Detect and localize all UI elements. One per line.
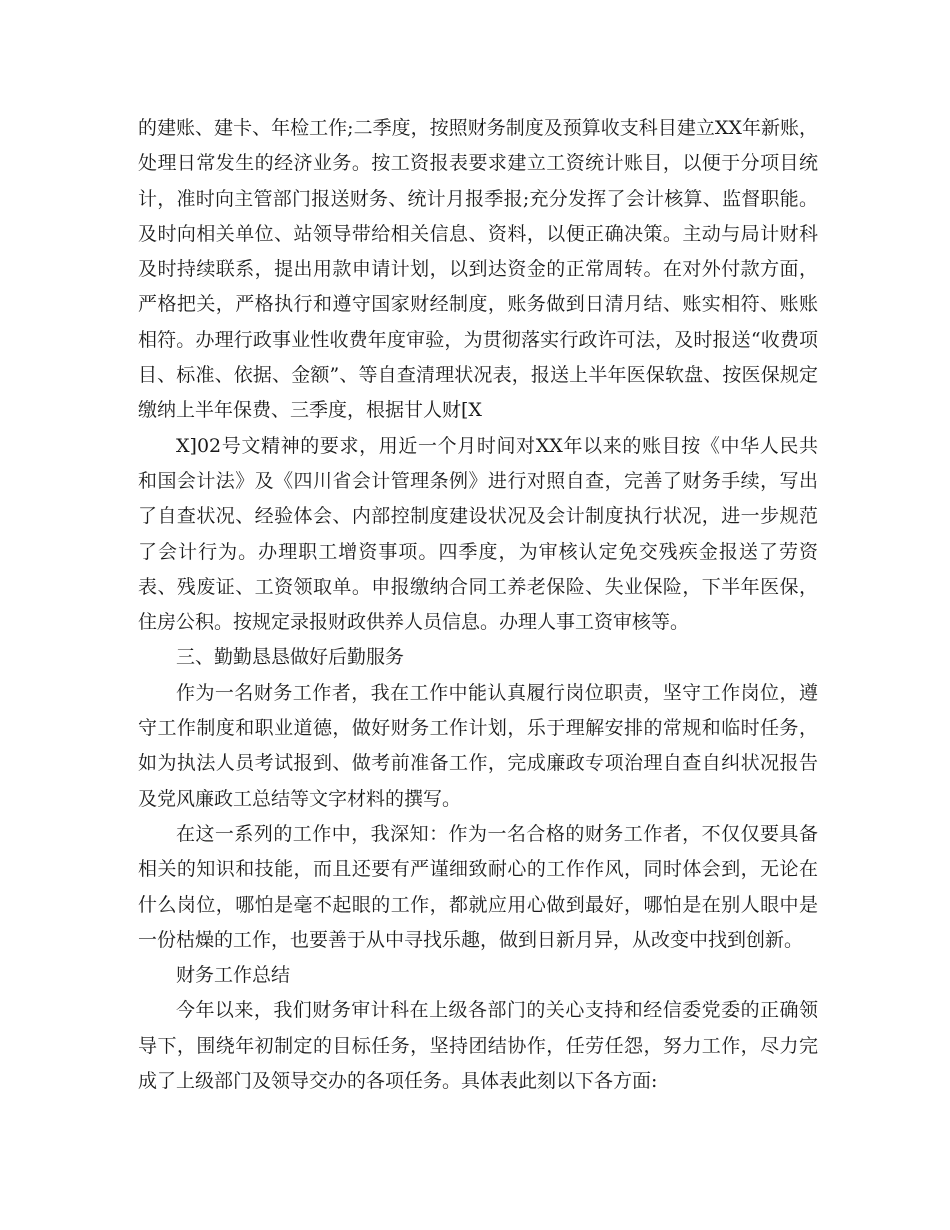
paragraph-4: 作为一名财务工作者，我在工作中能认真履行岗位职责，坚守工作岗位，遵守工作制度和职业道德，做好财务工作计划，乐于理解安排的常规和临时任务，如为执法人员考试报到、做考前准备工作，完成廉政专项治理自查自纠状况报告及党风廉政工总结等文字材料的撰写。 bbox=[138, 681, 818, 810]
paragraph-7: 今年以来，我们财务审计科在上级各部门的关心支持和经信委党委的正确领导下，围绕年初制定的目标任务，坚持团结协作，任劳任怨，努力工作，尽力完成了上级部门及领导交办的各项任务。具体表此刻以下各方面: bbox=[138, 999, 818, 1093]
document-body bbox=[138, 111, 818, 1099]
paragraph-5: 在这一系列的工作中，我深知：作为一名合格的财务工作者，不仅仅要具备相关的知识和技能，而且还要有严谨细致耐心的工作作风，同时体会到，无论在什么岗位，哪怕是毫不起眼的工作，都就应用心做到最好，哪怕是在别人眼中是一份枯燥的工作，也要善于从中寻找乐趣，做到日新月异，从改变中找到创新。 bbox=[138, 822, 818, 951]
section-heading-summary: 财务工作总结 bbox=[176, 964, 291, 987]
paragraph-1: 的建账、建卡、年检工作;二季度，按照财务制度及预算收支科目建立XX年新账，处理日常发生的经济业务。按工资报表要求建立工资统计账目，以便于分项目统计，准时向主管部门报送财务、统计月报季报;充分发挥了会计核算、监督职能。及时向相关单位、站领导带给相关信息、资料，以便正确决策。主动与局计财科及时持续联系，提出用款申请计划，以到达资金的正常周转。在对外付款方面，严格把关，严格执行和遵守国家财经制度，账务做到日清月结、账实相符、账账相符。办理行政事业性收费年度审验，为贯彻落实行政许可法，及时报送“收费项目、标准、依据、金额”、等自查清理状况表，报送上半年医保软盘、按医保规定缴纳上半年保费、三季度，根据甘人财[X bbox=[138, 117, 818, 422]
paragraph-2: X]02号文精神的要求，用近一个月时间对XX年以来的账目按《中华人民共和国会计法》及《四川省会计管理条例》进行对照自查，完善了财务手续，写出了自查状况、经验体会、内部控制度建设状况及会计制度执行状况，进一步规范了会计行为。办理职工增资事项。四季度，为审核认定免交残疾金报送了劳资表、残废证、工资领取单。申报缴纳合同工养老保险、失业保险，下半年医保，住房公积。按规定录报财政供养人员信息。办理人事工资审核等。 bbox=[138, 434, 818, 634]
section-heading-3: 三、勤勤恳恳做好后勤服务 bbox=[176, 646, 405, 669]
